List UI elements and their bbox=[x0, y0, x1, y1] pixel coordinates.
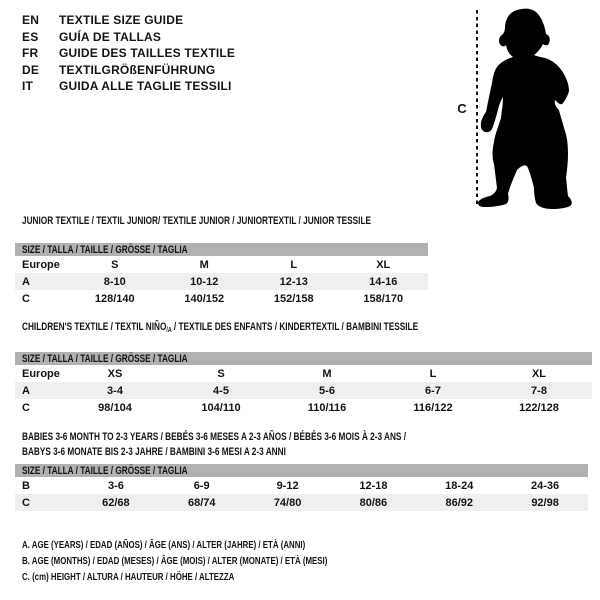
value-cell: 62/68 bbox=[102, 496, 130, 509]
value-cell: 80/86 bbox=[359, 496, 388, 509]
value-cell: 116/122 bbox=[413, 401, 453, 414]
babies-title-line1: BABIES 3-6 MONTH TO 2-3 YEARS / BEBÉS 3-6 MESES A 2-3 AÑOS / BÉBÉS 3-6 MOIS À 2-3 ANS / bbox=[22, 431, 407, 443]
size-cell: XL bbox=[376, 258, 391, 271]
value-cell: 110/116 bbox=[307, 401, 347, 414]
value-cell: 68/74 bbox=[187, 496, 216, 509]
table-row-age-years bbox=[15, 273, 428, 290]
value-cell: 12-18 bbox=[359, 479, 388, 492]
babies-section-title bbox=[22, 430, 534, 460]
value-cell: 128/140 bbox=[94, 292, 135, 305]
junior-size-header-bar: SIZE / TALLA / TAILLE / GRÖSSE / TAGLIA bbox=[15, 243, 428, 256]
value-cell: 104/110 bbox=[201, 401, 241, 414]
value-cell: 8-10 bbox=[103, 275, 126, 288]
footnote-age-months: B. AGE (MONTHS) / EDAD (MESES) / ÂGE (MOIS) / ALTER (MONATE) / ETÀ (MESI) bbox=[22, 555, 328, 567]
row-label: A bbox=[22, 384, 30, 397]
size-cell: L bbox=[429, 367, 437, 380]
language-code: ES bbox=[22, 29, 39, 44]
value-cell: 3-4 bbox=[107, 384, 123, 397]
table-row-europe bbox=[15, 365, 592, 382]
footnote-age-years: A. AGE (YEARS) / EDAD (AÑOS) / ÂGE (ANS) / ALTER (JAHRE) / ETÀ (ANNI) bbox=[22, 539, 306, 551]
size-cell: M bbox=[322, 367, 332, 380]
junior-size-table bbox=[15, 243, 428, 307]
row-label: C bbox=[22, 401, 30, 414]
value-cell: 5-6 bbox=[319, 384, 335, 397]
table-row-age-years bbox=[15, 382, 592, 399]
language-label: TEXTILE SIZE GUIDE bbox=[59, 13, 184, 27]
language-label: TEXTILGRÖßENFÜHRUNG bbox=[59, 62, 216, 77]
children-section-title bbox=[22, 321, 550, 337]
value-cell: 12-13 bbox=[279, 275, 308, 288]
language-label: GUIDA ALLE TAGLIE TESSILI bbox=[59, 79, 232, 93]
value-cell: 14-16 bbox=[369, 275, 398, 288]
value-cell: 7-8 bbox=[531, 384, 547, 397]
size-cell: S bbox=[217, 367, 225, 380]
value-cell: 74/80 bbox=[273, 496, 302, 509]
value-cell: 98/104 bbox=[98, 401, 132, 414]
language-row-fr bbox=[22, 45, 235, 62]
babies-title-line2: BABYS 3-6 MONATE BIS 2-3 JAHRE / BAMBINI 3-6 MESI A 2-3 ANNI bbox=[22, 446, 286, 458]
language-list bbox=[22, 12, 235, 95]
language-row-en bbox=[22, 12, 235, 29]
value-cell: 92/98 bbox=[531, 496, 559, 509]
language-row-it bbox=[22, 78, 235, 95]
footnote-height: C. (cm) HEIGHT / ALTURA / HAUTEUR / HÖHE / ALTEZZA bbox=[22, 571, 235, 583]
value-cell: 122/128 bbox=[519, 401, 559, 414]
size-cell: XS bbox=[107, 367, 123, 380]
size-cell: XL bbox=[531, 367, 547, 380]
language-row-de bbox=[22, 62, 235, 79]
value-cell: 4-5 bbox=[213, 384, 229, 397]
language-code: DE bbox=[22, 62, 40, 77]
row-label: Europe bbox=[22, 258, 60, 271]
title-subscript: /A bbox=[166, 327, 172, 334]
value-cell: 140/152 bbox=[184, 292, 225, 305]
value-cell: 158/170 bbox=[363, 292, 404, 305]
value-cell: 18-24 bbox=[445, 479, 474, 492]
value-cell: 24-36 bbox=[531, 479, 560, 492]
value-cell: 152/158 bbox=[273, 292, 314, 305]
children-size-table bbox=[15, 352, 592, 416]
row-label: Europe bbox=[22, 367, 60, 380]
language-label: GUIDE DES TAILLES TEXTILE bbox=[59, 46, 236, 60]
language-code: EN bbox=[22, 13, 40, 27]
table-row-height bbox=[15, 494, 588, 511]
row-label: C bbox=[22, 292, 30, 305]
value-cell: 10-12 bbox=[190, 275, 219, 288]
language-row-es bbox=[22, 29, 235, 46]
value-cell: 6-9 bbox=[193, 479, 210, 492]
title-text: CHILDREN'S TEXTILE / TEXTIL NIÑO bbox=[22, 321, 167, 333]
table-row-height bbox=[15, 399, 592, 416]
language-code: FR bbox=[22, 46, 39, 60]
size-cell: M bbox=[199, 258, 209, 271]
table-row-age-months bbox=[15, 477, 588, 494]
language-label: GUÍA DE TALLAS bbox=[59, 29, 162, 44]
size-cell: S bbox=[111, 258, 119, 271]
value-cell: 86/92 bbox=[445, 496, 473, 509]
table-row-europe bbox=[15, 256, 428, 273]
toddler-silhouette-icon bbox=[478, 5, 578, 212]
babies-size-table bbox=[15, 464, 588, 511]
language-code: IT bbox=[22, 79, 34, 93]
babies-size-header-bar: SIZE / TALLA / TAILLE / GRÖSSE / TAGLIA bbox=[15, 464, 588, 477]
table-row-height bbox=[15, 290, 428, 307]
height-label-c: C bbox=[457, 101, 467, 116]
value-cell: 6-7 bbox=[425, 384, 441, 397]
footnote-legend bbox=[22, 537, 429, 585]
children-size-header-bar: SIZE / TALLA / TAILLE / GRÖSSE / TAGLIA bbox=[15, 352, 592, 365]
row-label: C bbox=[22, 496, 30, 509]
value-cell: 3-6 bbox=[107, 479, 124, 492]
junior-section-title: JUNIOR TEXTILE / TEXTIL JUNIOR/ TEXTILE JUNIOR / JUNIORTEXTIL / JUNIOR TESSILE bbox=[22, 215, 371, 227]
size-cell: L bbox=[290, 258, 298, 271]
title-text: / TEXTILE DES ENFANTS / KINDERTEXTIL / BAMBINI TESSILE bbox=[171, 321, 419, 333]
row-label: B bbox=[22, 479, 30, 492]
row-label: A bbox=[22, 275, 30, 288]
value-cell: 9-12 bbox=[276, 479, 299, 492]
